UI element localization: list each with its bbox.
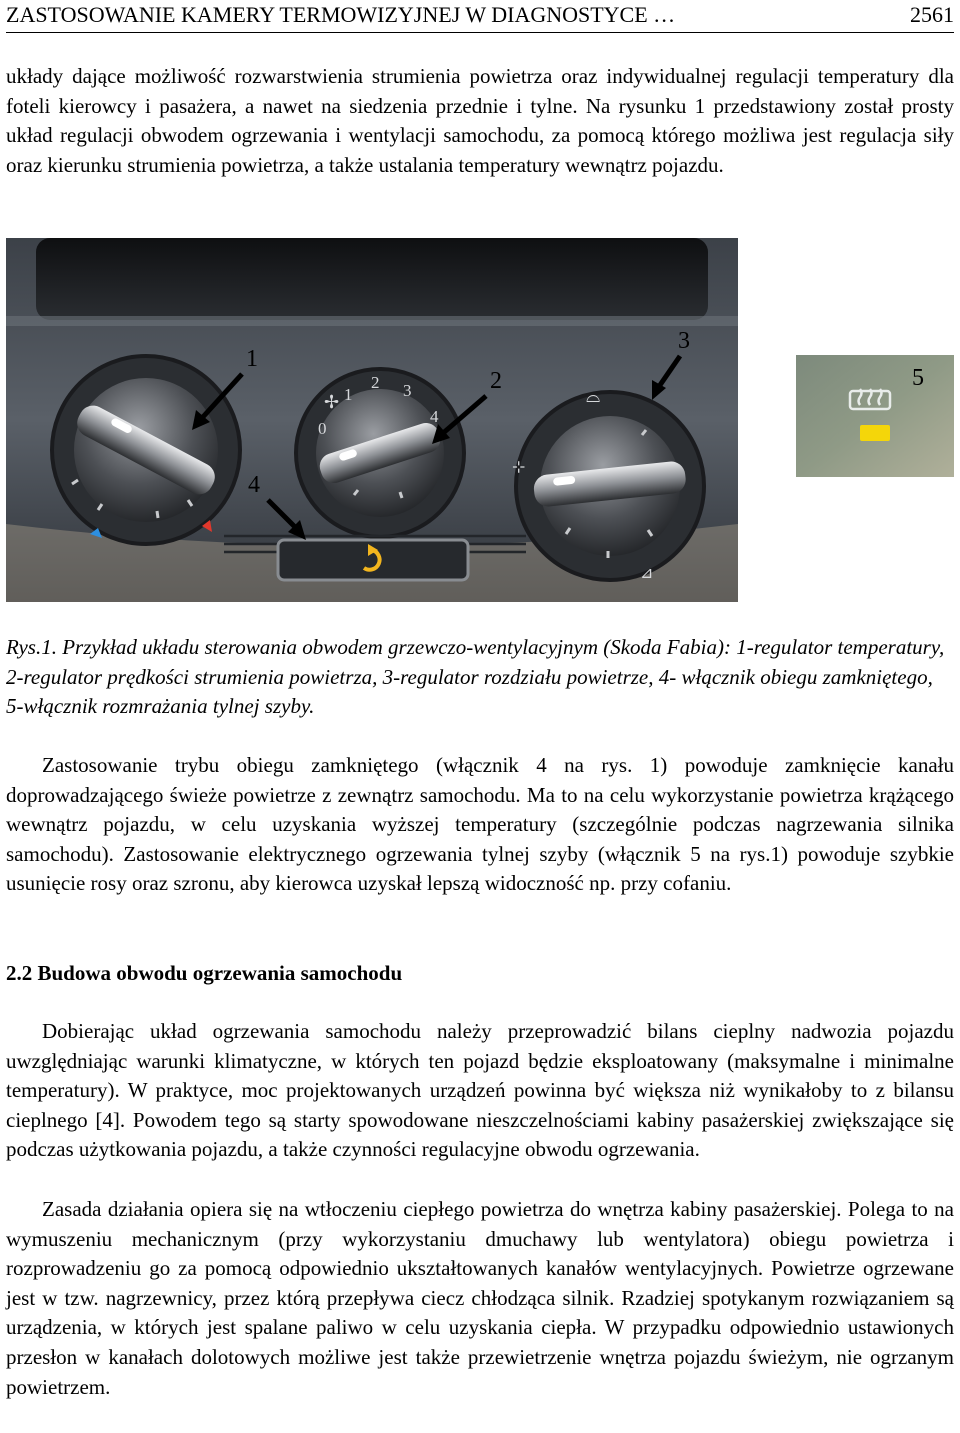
footwell-icon: ⊿ xyxy=(640,565,654,582)
speed-mark-4: 4 xyxy=(430,407,439,426)
windshield-defrost-icon: ⌓ xyxy=(586,386,601,406)
svg-text:2: 2 xyxy=(490,368,502,394)
hvac-panel-photo xyxy=(6,238,738,602)
paragraph-recirculation: Zastosowanie trybu obiegu zamkniętego (włącznik 4 na rys. 1) powoduje zamknięcie kanału doprowadzającego świeże powietrze z zewnątrz samochodu. Ma to na celu wykorzystanie powietrza krążącego wewnątrz pojazdu, w celu uzyskania wyższej temperatury (szczególnie podczas nagrzewania silnika samochodu). Zastosowanie elektrycznego ogrzewania tylnej szyby (włącznik 5 na rys.1) powoduje szybkie usunięcie rosy oraz szronu, aby kierowca uzyskał lepszą widoczność np. przy cofaniu. xyxy=(6,753,954,896)
speed-mark-2: 2 xyxy=(371,373,380,392)
section-heading: 2.2 Budowa obwodu ogrzewania samochodu xyxy=(6,961,403,985)
label-5: 5 xyxy=(912,365,924,391)
page-header xyxy=(6,2,954,33)
paragraph-intro: układy dające możliwość rozwarstwienia strumienia powietrza oraz indywidualnej regulacji temperatury dla foteli kierowcy i pasażera, a nawet na siedzenia przednie i tylne. Na rysunku 1 przedstawiony został prosty układ regulacji obwodem ogrzewania i wentylacji samochodu, za pomocą którego możliwa jest regulacja siły oraz kierunku strumienia powietrza, a także ustalania temperatury wewnątrz pojazdu. xyxy=(6,64,954,177)
temperature-knob[interactable] xyxy=(52,356,240,544)
paragraph-operating-principle: Zasada działania opiera się na wtłoczeniu ciepłego powietrza do wnętrza kabiny pasażerskiej. Polega to na wymuszeniu mechanicznym (przy wykorzystaniu dmuchawy lub wentylatora) obiegu powietrza i rozprowadzeniu go za pomocą odpowiednio ukształtowanych kanałów wentylacyjnych. Powietrze ogrzewane jest w tzw. nagrzewnicy, przez którą przepływa ciecz chłodząca silnik. Rzadziej spotykanym rozwiązaniem są urządzenia, w których jest spalane paliwo w celu uzyskania ciepła. W przypadku odpowiednio ustawionych przesłon w kanałach dolotowych możliwe jest także przewietrzenie wnętrza pojazdu świeżym, nie ogrzanym powietrzem. xyxy=(6,1197,954,1399)
figure-caption: Rys.1. Przykład układu sterowania obwodem grzewczo-wentylacyjnym (Skoda Fabia): 1-regulator temperatury, 2-regulator prędkości strumienia powietrza, 3-regulator rozdziału powietrze, 4- włącznik obiegu zamkniętego, 5-włącznik rozmrażania tylnej szyby. xyxy=(6,635,945,719)
recirculation-button[interactable] xyxy=(278,540,468,580)
running-title: ZASTOSOWANIE KAMERY TERMOWIZYJNEJ W DIAGNOSTYCE … xyxy=(6,2,676,27)
svg-text:4: 4 xyxy=(248,472,260,498)
svg-text:3: 3 xyxy=(678,328,690,354)
speed-mark-0: 0 xyxy=(318,419,327,438)
rear-defrost-switch-photo xyxy=(796,355,954,477)
speed-mark-1: 1 xyxy=(344,385,353,404)
page-number: 2561 xyxy=(910,2,954,27)
storage-slot xyxy=(36,238,708,320)
svg-text:1: 1 xyxy=(246,346,258,372)
speed-mark-3: 3 xyxy=(403,381,412,400)
defrost-indicator-led xyxy=(860,425,890,441)
face-vent-icon: ⊹ xyxy=(512,459,526,476)
paragraph-heating-balance: Dobierając układ ogrzewania samochodu należy przeprowadzić bilans cieplny nadwozia pojazdu uwzględniając warunki klimatyczne, w których ten pojazd będzie eksploatowany (maksymalne i minimalne temperatury). W praktyce, moc projektowanych urządzeń powinna być większa niż wynikałoby to z bilansu cieplnego [4]. Powodem tego są starty spowodowane nieszczelnościami kabiny pasażerskiej zwiększające się podczas użytkowania pojazdu, a także czynności regulacyjne obwodu ogrzewania. xyxy=(6,1019,954,1162)
fan-speed-knob[interactable] xyxy=(296,369,464,537)
fan-icon: ✢ xyxy=(324,392,340,412)
